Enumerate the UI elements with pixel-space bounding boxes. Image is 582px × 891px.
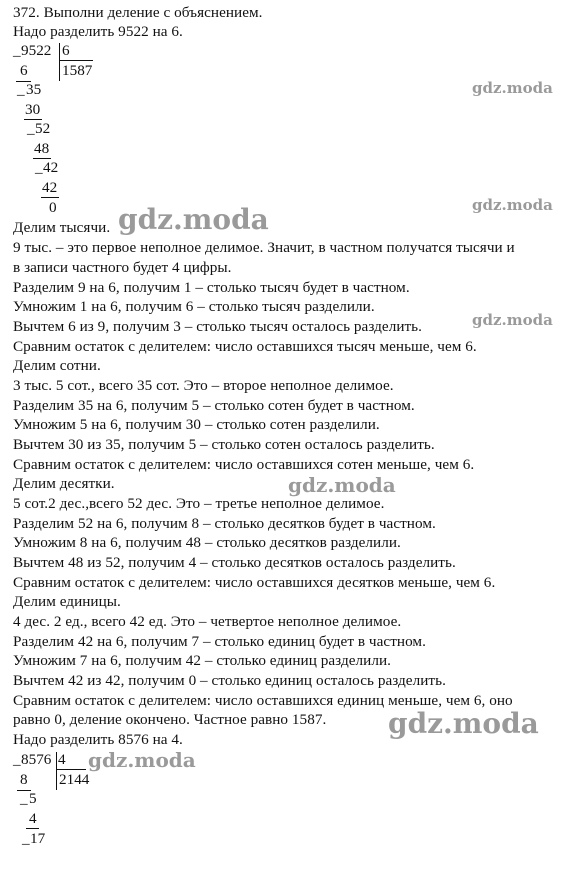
minus-sign: _ <box>35 159 43 176</box>
text-line: Сравним остаток с делителем: число оставшихся десятков меньше, чем 6. <box>13 574 496 591</box>
watermark: gdz.moda <box>388 707 539 740</box>
quotient: 1587 <box>62 62 93 79</box>
step-product: 48 <box>34 140 50 157</box>
section-heading: Делим сотни. <box>13 357 101 374</box>
step-partial: 52 <box>35 120 51 137</box>
step-product: 30 <box>25 101 41 118</box>
step-partial: 5 <box>29 790 37 807</box>
dividend: 8576 <box>21 751 52 768</box>
task-statement: Надо разделить 9522 на 6. <box>13 23 183 40</box>
quotient: 2144 <box>59 771 90 788</box>
step-product: 6 <box>20 62 28 79</box>
text-line: 9 тыс. – это первое неполное делимое. Значит, в частном получатся тысячи и <box>13 239 515 256</box>
step-product: 8 <box>20 771 28 788</box>
watermark: gdz.moda <box>472 79 553 97</box>
section-heading: Делим единицы. <box>13 593 121 610</box>
minus-sign: _ <box>13 751 21 768</box>
minus-sign: _ <box>17 81 25 98</box>
text-line: равно 0, деление окончено. Частное равно 1587. <box>13 711 327 728</box>
watermark: gdz.moda <box>118 203 269 236</box>
task-statement: Надо разделить 8576 на 4. <box>13 731 183 748</box>
watermark: gdz.moda <box>472 311 553 329</box>
division-bracket <box>56 752 57 790</box>
watermark: gdz.moda <box>88 748 196 772</box>
step-partial: 35 <box>26 81 42 98</box>
text-line: Сравним остаток с делителем: число оставшихся тысяч меньше, чем 6. <box>13 338 477 355</box>
text-line: Сравним остаток с делителем: число оставшихся единиц меньше, чем 6, оно <box>13 692 513 709</box>
text-line: Умножим 7 на 6, получим 42 – столько единиц разделили. <box>13 652 391 669</box>
minus-sign: _ <box>20 790 28 807</box>
text-line: Вычтем 6 из 9, получим 3 – столько тысяч осталось разделить. <box>13 318 423 335</box>
divisor: 4 <box>58 751 66 768</box>
text-line: Разделим 42 на 6, получим 7 – столько единиц будет в частном. <box>13 633 426 650</box>
text-line: Умножим 5 на 6, получим 30 – столько сотен разделили. <box>13 416 380 433</box>
minus-sign: _ <box>27 120 35 137</box>
text-line: 4 дес. 2 ед., всего 42 ед. Это – четвертое неполное делимое. <box>13 613 402 630</box>
division-bracket <box>59 43 60 81</box>
text-line: Вычтем 42 из 42, получим 0 – столько единиц осталось разделить. <box>13 672 446 689</box>
watermark: gdz.moda <box>472 196 553 214</box>
text-line: Вычтем 30 из 35, получим 5 – столько сотен осталось разделить. <box>13 436 435 453</box>
watermark: gdz.moda <box>288 473 396 497</box>
text-line: Разделим 52 на 6, получим 8 – столько десятков будет в частном. <box>13 515 436 532</box>
minus-sign: _ <box>13 42 21 59</box>
dividend: 9522 <box>21 42 52 59</box>
text-line: Умножим 1 на 6, получим 6 – столько тысяч разделили. <box>13 298 375 315</box>
step-partial: 17 <box>30 830 46 847</box>
step-partial: 42 <box>43 159 59 176</box>
text-line: 5 сот.2 дес.,всего 52 дес. Это – третье неполное делимое. <box>13 495 385 512</box>
text-line: Сравним остаток с делителем: число оставшихся сотен меньше, чем 6. <box>13 456 475 473</box>
section-heading: Делим десятки. <box>13 475 115 492</box>
remainder: 0 <box>49 199 57 216</box>
text-line: Вычтем 48 из 52, получим 4 – столько десятков осталось разделить. <box>13 554 456 571</box>
text-line: Умножим 8 на 6, получим 48 – столько десятков разделили. <box>13 534 401 551</box>
text-line: Разделим 9 на 6, получим 1 – столько тысяч будет в частном. <box>13 279 410 296</box>
text-line: Разделим 35 на 6, получим 5 – столько сотен будет в частном. <box>13 397 415 414</box>
text-line: в записи частного будет 4 цифры. <box>13 259 232 276</box>
text-line: 3 тыс. 5 сот., всего 35 сот. Это – второе неполное делимое. <box>13 377 394 394</box>
task-title: 372. Выполни деление с объяснением. <box>13 4 263 21</box>
section-heading: Делим тысячи. <box>13 219 111 236</box>
step-product: 4 <box>29 810 37 827</box>
step-product: 42 <box>42 179 58 196</box>
divisor: 6 <box>62 42 70 59</box>
minus-sign: _ <box>22 830 30 847</box>
